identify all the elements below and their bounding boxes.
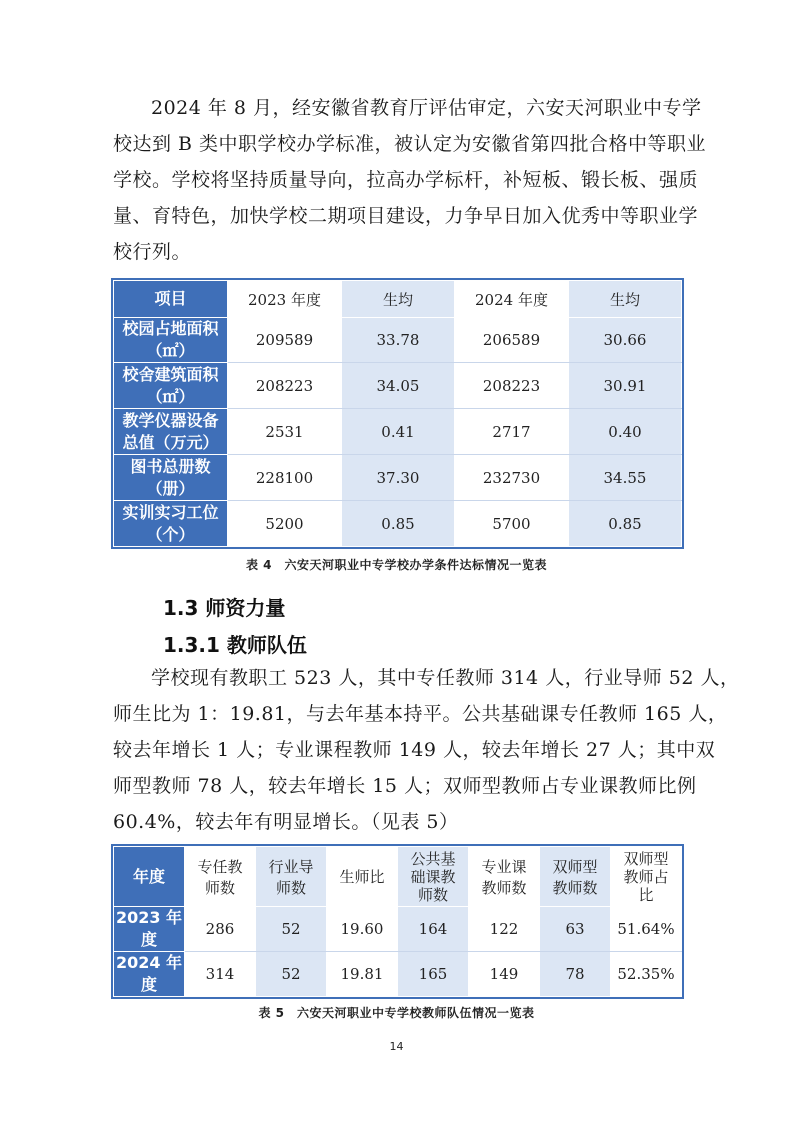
- intro-line: 学校。学校将坚持质量导向，拉高办学标杆，补短板、锻长板、强质: [113, 169, 699, 191]
- teacher-line: 师生比为 1：19.81，与去年基本持平。公共基础课专任教师 165 人，: [113, 703, 728, 725]
- cell-avg-2023: 33.78: [342, 318, 455, 363]
- cell-2024: 5700: [455, 501, 569, 547]
- cell-avg-2024: 0.85: [569, 501, 682, 547]
- intro-line: 校达到 B 类中职学校办学标准，被认定为安徽省第四批合格中等职业: [113, 133, 707, 155]
- intro-line: 2024 年 8 月，经安徽省教育厅评估审定，六安天河职业中专学: [151, 97, 702, 119]
- table-row: [114, 409, 682, 455]
- table-row: [114, 455, 682, 501]
- header-2024: 2024 年度: [455, 281, 569, 318]
- header-industry-mentors: 行业导 师数: [256, 847, 327, 907]
- header-basic-course-teachers: 公共基 础课教 师数: [398, 847, 469, 907]
- table-cell: 286: [185, 907, 256, 952]
- cell-avg-2023: 0.41: [342, 409, 455, 455]
- table-cell: 63: [540, 907, 611, 952]
- subsection-heading: 1.3.1 教师队伍: [163, 633, 307, 657]
- cell-avg-2024: 0.40: [569, 409, 682, 455]
- table-row: [114, 501, 682, 547]
- table-cell: 19.60: [327, 907, 398, 952]
- intro-line: 量、育特色，加快学校二期项目建设，力争早日加入优秀中等职业学: [113, 205, 699, 227]
- header-dual-teacher-ratio: 双师型 教师占 比: [611, 847, 682, 907]
- header-student-teacher-ratio: 生师比: [327, 847, 398, 907]
- table-cell: 52: [256, 907, 327, 952]
- section-heading: 1.3 师资力量: [163, 596, 286, 620]
- table4-caption: 表 4 六安天河职业中专学校办学条件达标情况一览表: [245, 558, 548, 572]
- row-label: 校园占地面积 （㎡）: [114, 318, 228, 363]
- cell-2023: 208223: [228, 363, 342, 409]
- cell-avg-2024: 34.55: [569, 455, 682, 501]
- cell-avg-2023: 34.05: [342, 363, 455, 409]
- table-row: [114, 363, 682, 409]
- cell-2024: 208223: [455, 363, 569, 409]
- table-header-row: [114, 281, 682, 318]
- cell-avg-2024: 30.91: [569, 363, 682, 409]
- teacher-line: 60.4%，较去年有明显增长。（见表 5）: [113, 811, 459, 833]
- header-avg-2023: 生均: [342, 281, 455, 318]
- table-row: [114, 318, 682, 363]
- teacher-paragraph: [113, 660, 740, 840]
- header-avg-2024: 生均: [569, 281, 682, 318]
- table-cell: 78: [540, 952, 611, 997]
- row-year: 2023 年 度: [114, 907, 185, 952]
- table-header-row: [114, 847, 682, 907]
- row-label: 校舍建筑面积 （㎡）: [114, 363, 228, 409]
- intro-line: 校行列。: [113, 241, 192, 263]
- teacher-team-table: [113, 846, 682, 997]
- table-cell: 52.35%: [611, 952, 682, 997]
- teacher-line: 学校现有教职工 523 人，其中专任教师 314 人，行业导师 52 人，: [151, 667, 740, 689]
- table-cell: 149: [469, 952, 540, 997]
- cell-avg-2024: 30.66: [569, 318, 682, 363]
- cell-2023: 209589: [228, 318, 342, 363]
- cell-2024: 2717: [455, 409, 569, 455]
- facility-standards-table: [113, 280, 682, 547]
- header-year: 年度: [114, 847, 185, 907]
- row-label: 教学仪器设备 总值（万元）: [114, 409, 228, 455]
- table-cell: 52: [256, 952, 327, 997]
- row-year: 2024 年 度: [114, 952, 185, 997]
- row-label: 图书总册数 （册）: [114, 455, 228, 501]
- table-row: [114, 907, 682, 952]
- row-label: 实训实习工位 （个）: [114, 501, 228, 547]
- teacher-line: 较去年增长 1 人；专业课程教师 149 人，较去年增长 27 人；其中双: [113, 739, 716, 761]
- page-number: 14: [389, 1040, 404, 1053]
- cell-2024: 232730: [455, 455, 569, 501]
- table-cell: 19.81: [327, 952, 398, 997]
- table-cell: 122: [469, 907, 540, 952]
- table5-caption: 表 5 六安天河职业中专学校教师队伍情况一览表: [258, 1006, 535, 1020]
- table-cell: 314: [185, 952, 256, 997]
- header-full-time-teachers: 专任教 师数: [185, 847, 256, 907]
- table-cell: 165: [398, 952, 469, 997]
- intro-paragraph: [113, 90, 707, 270]
- cell-avg-2023: 37.30: [342, 455, 455, 501]
- table-cell: 164: [398, 907, 469, 952]
- header-professional-teachers: 专业课 教师数: [469, 847, 540, 907]
- cell-avg-2023: 0.85: [342, 501, 455, 547]
- header-2023: 2023 年度: [228, 281, 342, 318]
- teacher-line: 师型教师 78 人，较去年增长 15 人；双师型教师占专业课教师比例: [113, 775, 697, 797]
- cell-2024: 206589: [455, 318, 569, 363]
- header-item: 项目: [114, 281, 228, 318]
- cell-2023: 2531: [228, 409, 342, 455]
- table-cell: 51.64%: [611, 907, 682, 952]
- header-dual-teachers: 双师型 教师数: [540, 847, 611, 907]
- table-row: [114, 952, 682, 997]
- cell-2023: 5200: [228, 501, 342, 547]
- cell-2023: 228100: [228, 455, 342, 501]
